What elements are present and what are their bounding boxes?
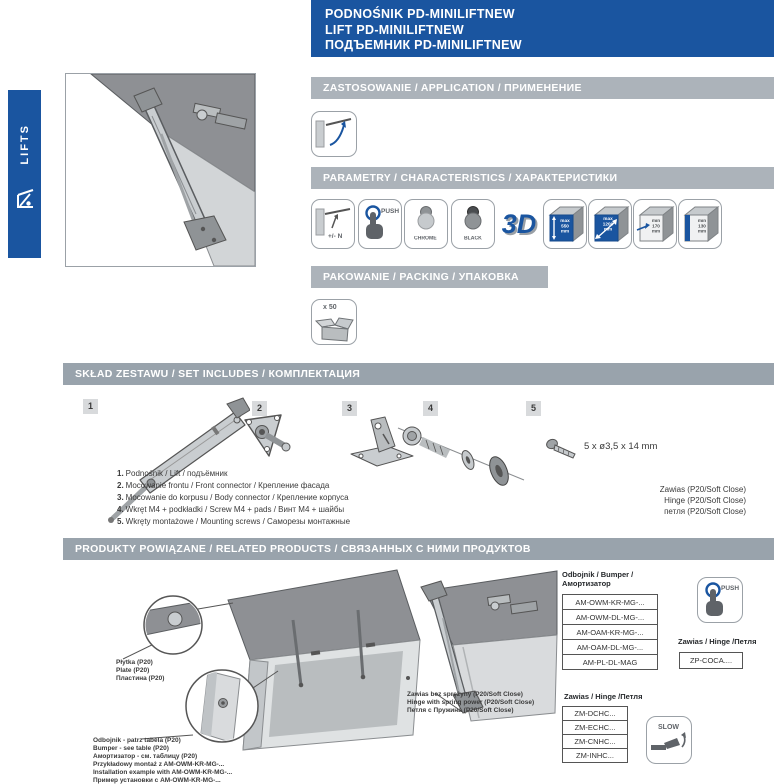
3d-icon-label: 3D bbox=[501, 209, 537, 239]
title-line-en: LIFT PD-MINILIFTNEW bbox=[325, 22, 465, 37]
application-flap-icon bbox=[311, 111, 357, 157]
list-item: 3. Mocowanie do korpusu / Body connector / Крепление корпуса bbox=[117, 493, 349, 502]
push-to-open-icon bbox=[358, 199, 402, 249]
product-code: AM-OAM-KR-MG-... bbox=[562, 624, 658, 640]
part-number-2: 2 bbox=[252, 401, 267, 416]
packing-quantity-icon bbox=[311, 299, 357, 345]
related-push-label: PUSH bbox=[721, 585, 740, 592]
product-code: ZM-INHC... bbox=[562, 748, 628, 763]
product-code: ZM-DCHC... bbox=[562, 706, 628, 721]
title-line-ru: ПОДЪЕМНИК PD-MINILIFTNEW bbox=[325, 38, 522, 52]
chrome-icon-label: CHROME bbox=[414, 236, 437, 242]
list-item: 4. Wkręt M4 + podkładki / Screw M4 + pads / Винт M4 + шайбы bbox=[117, 505, 345, 514]
3d-adjustment-icon bbox=[499, 199, 539, 249]
bumper-table-heading: Odbojnik / Bumper / Амортизатор bbox=[562, 570, 634, 588]
max-width-label: max 1200 mm bbox=[602, 217, 614, 232]
min-depth-icon bbox=[633, 199, 677, 249]
application-section-bar: ZASTOSOWANIE / APPLICATION / ПРИМЕНЕНИЕ bbox=[311, 77, 774, 99]
min-clearance-label: min 130 mm bbox=[697, 219, 707, 234]
related-push-icon bbox=[697, 577, 743, 623]
bumper-code-table bbox=[562, 594, 658, 670]
part-number-5: 5 bbox=[526, 401, 541, 416]
installation-callout: Przykładowy montaż z AM-OWM-KR-MG-... Installation example with AM-OWM-KR-MG-... Пример установки с AM-OWM-KR-MG-... bbox=[93, 761, 233, 784]
product-code: AM-OWM-KR-MG-... bbox=[562, 594, 658, 610]
screw-spec-text: 5 x ø3,5 x 14 mm bbox=[584, 441, 658, 452]
max-front-height-icon bbox=[543, 199, 587, 249]
hinge2-table-heading: Zawias / Hinge /Петля bbox=[564, 692, 643, 701]
list-item: 2. Mocowanie frontu / Front connector / Крепление фасада bbox=[117, 481, 330, 490]
hinge1-code-table bbox=[679, 652, 743, 669]
product-illustration-frame bbox=[65, 73, 256, 267]
lifts-tab-label: LIFTS bbox=[18, 124, 31, 165]
part-front-connector-drawing bbox=[233, 412, 311, 474]
plate-callout: Płytka (P20) Plate (P20) Пластина (P20) bbox=[116, 659, 165, 682]
list-item: 5. Wkręty montażowe / Mounting screws / Саморезы монтажные bbox=[117, 517, 351, 526]
related-products-section-bar: PRODUKTY POWIĄZANE / RELATED PRODUCTS / СВЯЗАННЫХ С НИМИ ПРОДУКТОВ bbox=[63, 538, 774, 560]
part-mounting-screw-drawing bbox=[545, 436, 579, 462]
product-code: ZM-ECHC... bbox=[562, 720, 628, 735]
soft-close-hinge-glyph bbox=[647, 717, 690, 762]
set-includes-list bbox=[117, 468, 350, 528]
force-adjustment-label: +/- N bbox=[328, 233, 343, 240]
packing-section-bar: PAKOWANIE / PACKING / УПАКОВКА bbox=[311, 266, 548, 288]
product-code: AM-OAM-DL-MG-... bbox=[562, 639, 658, 655]
set-includes-section-bar: SKŁAD ZESTAWU / SET INCLUDES / КОМПЛЕКТАЦИЯ bbox=[63, 363, 774, 385]
page-title bbox=[311, 0, 774, 57]
part-number-4: 4 bbox=[423, 401, 438, 416]
product-code: ZM-CNHC... bbox=[562, 734, 628, 749]
carton-box-glyph bbox=[312, 300, 355, 343]
hinge-note: Zawias (P20/Soft Close) Hinge (P20/Soft Close) петля (P20/Soft Close) bbox=[659, 485, 746, 516]
max-front-width-icon bbox=[588, 199, 632, 249]
bumper-callout: Odbojnik - patrz tabela (P20) Bumper - see table (P20) Амортизатор - см. таблицу (P20) bbox=[93, 737, 198, 760]
force-adjustment-icon bbox=[311, 199, 355, 249]
product-code: AM-OWM-DL-MG-... bbox=[562, 609, 658, 625]
slow-icon-label: SLOW bbox=[658, 724, 679, 731]
slow-close-icon bbox=[646, 716, 692, 764]
black-icon-label: BLACK bbox=[464, 236, 482, 242]
push-icon-label: PUSH bbox=[381, 208, 400, 215]
hinge-callout: Zawias bez sprężyny (P20/Soft Close) Hinge with spring power (P20/Soft Close) Петля с Пружина (P20/Soft Close) bbox=[407, 691, 535, 714]
max-height-label: max 550 mm bbox=[560, 219, 570, 234]
lift-flap-icon bbox=[14, 187, 36, 209]
part-number-3: 3 bbox=[342, 401, 357, 416]
black-finish-icon bbox=[451, 199, 495, 249]
packing-quantity-label: x 50 bbox=[323, 304, 337, 311]
hinge1-table-heading: Zawias / Hinge /Петля bbox=[678, 637, 757, 646]
lifts-category-tab bbox=[8, 90, 41, 258]
product-code: AM-PL-DL-MAG bbox=[562, 654, 658, 670]
title-line-pl: PODNOŚNIK PD-MINILIFTNEW bbox=[325, 7, 515, 21]
product-code: ZP-COCA.... bbox=[679, 652, 743, 669]
flap-open-glyph bbox=[312, 112, 355, 155]
min-depth-label: min 170 mm bbox=[651, 219, 661, 234]
part-screw-pads-drawing bbox=[396, 424, 528, 486]
lift-mechanism-illustration bbox=[66, 74, 255, 266]
chrome-finish-icon bbox=[404, 199, 448, 249]
characteristics-section-bar: PARAMETRY / CHARACTERISTICS / ХАРАКТЕРИСТИКИ bbox=[311, 167, 774, 189]
hinge2-code-table bbox=[562, 706, 628, 763]
part-number-1: 1 bbox=[83, 399, 98, 414]
min-clearance-icon bbox=[678, 199, 722, 249]
list-item: 1. Podnośnik / Lift / подъёмник bbox=[117, 469, 228, 478]
